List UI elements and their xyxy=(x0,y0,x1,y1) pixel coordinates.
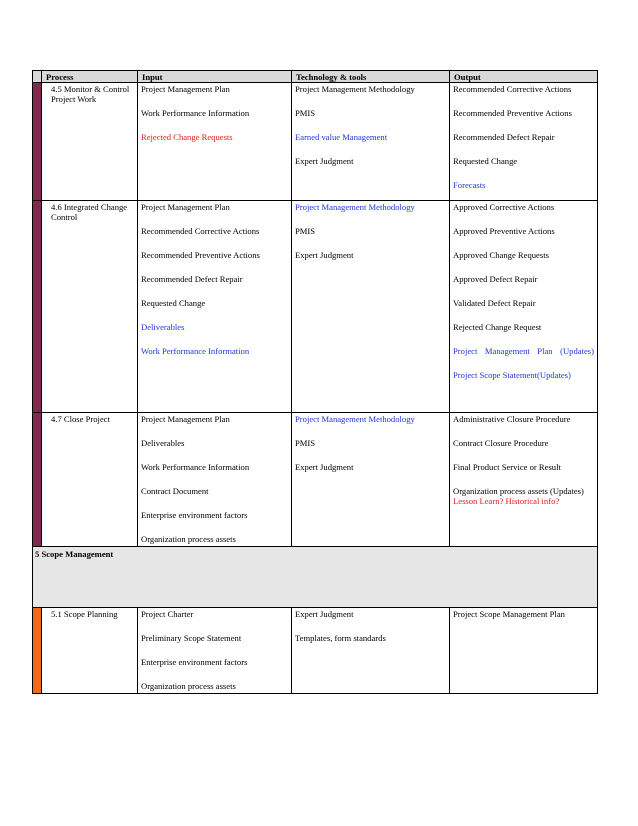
item-text: Earned value Management xyxy=(295,132,388,142)
item-text: Recommended Corrective Actions xyxy=(141,226,260,236)
list-item xyxy=(141,298,288,308)
item-text: Project Scope Statement(Updates) xyxy=(453,370,571,380)
list-item xyxy=(141,84,288,94)
item-text: Organization process assets xyxy=(141,534,236,544)
item-text: Project Scope Management Plan xyxy=(453,609,565,619)
list-item xyxy=(453,202,594,212)
list-item xyxy=(295,633,446,643)
item-text: Project Management Plan xyxy=(141,84,230,94)
item-text: Recommended Preventive Actions xyxy=(453,108,572,118)
output-cell xyxy=(450,83,598,201)
item-text: Project Charter xyxy=(141,609,194,619)
item-text: PMIS xyxy=(295,108,316,118)
list-item xyxy=(295,202,446,212)
list-item xyxy=(295,250,446,260)
item-text: Final Product Service or Result xyxy=(453,462,561,472)
item-text: Rejected Change Requests xyxy=(141,132,233,142)
item-text: Approved Defect Repair xyxy=(453,274,538,284)
list-item xyxy=(141,250,288,260)
item-text: Validated Defect Repair xyxy=(453,298,536,308)
item-text: Forecasts xyxy=(453,180,486,190)
process-cell xyxy=(42,413,138,547)
list-item xyxy=(141,226,288,236)
list-item xyxy=(295,108,446,118)
item-text: Expert Judgment xyxy=(295,156,354,166)
list-item xyxy=(453,132,594,142)
list-item xyxy=(141,510,288,520)
process-name: 4.7 Close Project xyxy=(51,414,110,424)
tools-cell xyxy=(292,608,450,694)
input-cell xyxy=(138,608,292,694)
item-text: Preliminary Scope Statement xyxy=(141,633,242,643)
input-cell xyxy=(138,83,292,201)
list-item xyxy=(453,414,594,424)
process-cell xyxy=(42,201,138,413)
item-text: Organization process assets (Updates) xyxy=(453,486,584,496)
list-item xyxy=(141,274,288,284)
list-item xyxy=(295,414,446,424)
list-item xyxy=(141,346,288,356)
item-text: Project Management Methodology xyxy=(295,84,415,94)
list-item xyxy=(453,180,594,190)
header-bar-cell xyxy=(33,71,42,83)
process-cell xyxy=(42,608,138,694)
process-name: 4.6 Integrated Change Control xyxy=(51,202,128,222)
list-item xyxy=(141,132,288,142)
list-item xyxy=(141,322,288,332)
table-row xyxy=(33,201,598,413)
header-tools: Technology & tools xyxy=(292,71,450,83)
list-item xyxy=(141,414,288,424)
process-name: 5.1 Scope Planning xyxy=(51,609,118,619)
item-text: PMIS xyxy=(295,438,316,448)
item-text: Project Management Plan xyxy=(141,202,230,212)
purple-bar-cell xyxy=(33,83,42,201)
item-text: PMIS xyxy=(295,226,316,236)
item-text: Work Performance Information xyxy=(141,346,250,356)
list-item xyxy=(453,346,594,356)
list-item xyxy=(453,462,594,472)
item-extra-note: Lesson Learn? Historical info? xyxy=(453,496,560,506)
item-text: Work Performance Information xyxy=(141,462,250,472)
list-item xyxy=(141,633,288,643)
item-text: Project Management Methodology xyxy=(295,202,415,212)
list-item xyxy=(141,609,288,619)
list-item xyxy=(141,438,288,448)
item-text: Expert Judgment xyxy=(295,250,354,260)
list-item xyxy=(453,84,594,94)
list-item xyxy=(295,609,446,619)
list-item xyxy=(141,534,288,544)
item-text: Project Management Plan xyxy=(141,414,230,424)
item-text: Contract Document xyxy=(141,486,209,496)
tools-cell xyxy=(292,201,450,413)
list-item xyxy=(141,462,288,472)
list-item xyxy=(141,657,288,667)
input-cell xyxy=(138,201,292,413)
item-text: Requested Change xyxy=(141,298,206,308)
table-row xyxy=(33,413,598,547)
input-cell xyxy=(138,413,292,547)
item-text: Approved Corrective Actions xyxy=(453,202,555,212)
item-text: Work Performance Information xyxy=(141,108,250,118)
item-text: Recommended Corrective Actions xyxy=(453,84,572,94)
table-row xyxy=(33,83,598,201)
table-body xyxy=(33,83,598,694)
list-item xyxy=(453,274,594,284)
output-cell xyxy=(450,413,598,547)
orange-bar-cell xyxy=(33,608,42,694)
list-item xyxy=(141,486,288,496)
item-text: Recommended Preventive Actions xyxy=(141,250,260,260)
item-text: Templates, form standards xyxy=(295,633,386,643)
item-text: Rejected Change Request xyxy=(453,322,542,332)
list-item xyxy=(453,486,594,506)
list-item xyxy=(295,84,446,94)
purple-bar-cell xyxy=(33,413,42,547)
item-text: Expert Judgment xyxy=(295,462,354,472)
list-item xyxy=(453,250,594,260)
output-cell xyxy=(450,608,598,694)
header-input: Input xyxy=(138,71,292,83)
table-header-row xyxy=(33,71,598,83)
item-text: Approved Change Requests xyxy=(453,250,549,260)
process-table-page xyxy=(32,70,597,694)
item-text: Organization process assets xyxy=(141,681,236,691)
item-text: Project Management Plan (Updates) xyxy=(453,346,594,356)
list-item xyxy=(453,298,594,308)
item-text: Deliverables xyxy=(141,438,185,448)
tools-cell xyxy=(292,413,450,547)
process-name: 4.5 Monitor & Control Project Work xyxy=(51,84,130,104)
item-text: Enterprise environment factors xyxy=(141,657,248,667)
list-item xyxy=(453,226,594,236)
item-text: Recommended Defect Repair xyxy=(141,274,243,284)
item-text: Recommended Defect Repair xyxy=(453,132,555,142)
list-item xyxy=(453,438,594,448)
list-item xyxy=(141,108,288,118)
list-item xyxy=(453,322,594,332)
list-item xyxy=(295,226,446,236)
list-item xyxy=(141,202,288,212)
item-text: Administrative Closure Procedure xyxy=(453,414,571,424)
list-item xyxy=(141,681,288,691)
header-process: Process xyxy=(42,71,138,83)
process-cell xyxy=(42,83,138,201)
header-output: Output xyxy=(450,71,598,83)
list-item xyxy=(295,462,446,472)
list-item xyxy=(295,156,446,166)
item-text: Contract Closure Procedure xyxy=(453,438,549,448)
item-text: Approved Preventive Actions xyxy=(453,226,555,236)
item-text: Deliverables xyxy=(141,322,185,332)
list-item xyxy=(453,156,594,166)
process-table xyxy=(32,70,598,694)
item-text: Expert Judgment xyxy=(295,609,354,619)
list-item xyxy=(453,108,594,118)
list-item xyxy=(295,438,446,448)
list-item xyxy=(295,132,446,142)
output-cell xyxy=(450,201,598,413)
purple-bar-cell xyxy=(33,201,42,413)
list-item xyxy=(453,370,594,380)
tools-cell xyxy=(292,83,450,201)
section-title: 5 Scope Management xyxy=(33,547,598,608)
table-row xyxy=(33,608,598,694)
item-text: Project Management Methodology xyxy=(295,414,415,424)
item-text: Enterprise environment factors xyxy=(141,510,248,520)
list-item xyxy=(453,609,594,619)
item-text: Requested Change xyxy=(453,156,518,166)
section-row xyxy=(33,547,598,608)
